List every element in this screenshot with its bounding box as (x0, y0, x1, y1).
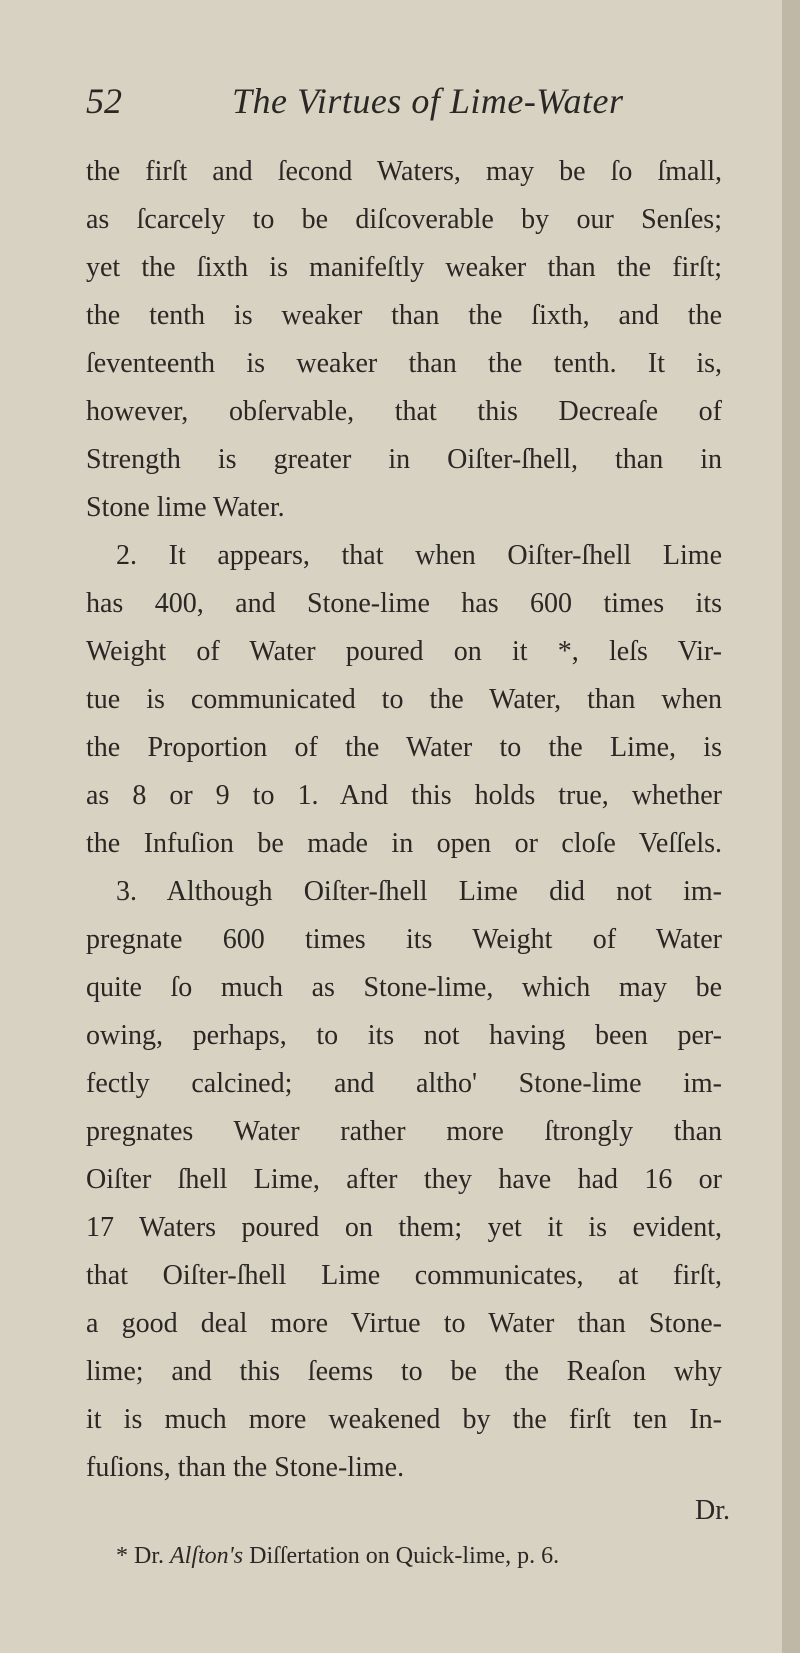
footnote-marker: * (116, 1543, 128, 1569)
text-line: it is much more weakened by the firſt ten In- (86, 1404, 722, 1435)
text-line: the tenth is weaker than the ſixth, and the (86, 300, 722, 331)
text-line: quite ſo much as Stone-lime, which may be (86, 972, 722, 1003)
text-line: a good deal more Virtue to Water than Stone- (86, 1308, 722, 1339)
text-line: fuſions, than the Stone-lime. (86, 1452, 405, 1483)
text-line: has 400, and Stone-lime has 600 times its (86, 588, 722, 619)
text-line: as 8 or 9 to 1. And this holds true, whether (86, 780, 722, 811)
running-title: The Virtues of Lime-Water (232, 81, 624, 121)
catchword: Dr. (695, 1495, 730, 1526)
text-line: Oiſter ſhell Lime, after they have had 16 or (86, 1164, 722, 1195)
paragraph-3-start: 3. Although Oiſter-ſhell Lime did not im- (116, 876, 722, 907)
text-line: lime; and this ſeems to be the Reaſon why (86, 1356, 722, 1387)
text-line: pregnate 600 times its Weight of Water (86, 924, 722, 955)
footnote-author: Alſton's (170, 1543, 244, 1569)
page-header (86, 80, 706, 130)
text-line: Stone lime Water. (86, 492, 285, 523)
text-line: owing, perhaps, to its not having been per- (86, 1020, 722, 1051)
text-line: the Infuſion be made in open or cloſe Veſſels. (86, 828, 722, 859)
footnote-citation: Diſſertation on Quick-lime, p. 6. (249, 1543, 560, 1569)
text-line: pregnates Water rather more ſtrongly than (86, 1116, 722, 1147)
text-line: fectly calcined; and altho' Stone-lime im- (86, 1068, 722, 1099)
footnote-prefix: Dr. (134, 1543, 164, 1569)
text-line: as ſcarcely to be diſcoverable by our Senſes; (86, 204, 722, 235)
page-edge (782, 0, 800, 1653)
footnote (116, 1543, 559, 1570)
text-line: tue is communicated to the Water, than when (86, 684, 722, 715)
text-line: that Oiſter-ſhell Lime communicates, at firſt, (86, 1260, 722, 1291)
text-line: Weight of Water poured on it *, leſs Vir- (86, 636, 722, 667)
paragraph-2-start: 2. It appears, that when Oiſter-ſhell Lime (116, 540, 722, 571)
text-line: ſeventeenth is weaker than the tenth. It is, (86, 348, 722, 379)
text-line: however, obſervable, that this Decreaſe of (86, 396, 722, 427)
text-line: yet the ſixth is manifeſtly weaker than the firſt; (86, 252, 722, 283)
body-text (86, 148, 722, 1492)
text-line: 17 Waters poured on them; yet it is evident, (86, 1212, 722, 1243)
text-line: the firſt and ſecond Waters, may be ſo ſmall, (86, 156, 722, 187)
text-line: Strength is greater in Oiſter-ſhell, than in (86, 444, 722, 475)
text-line: the Proportion of the Water to the Lime, is (86, 732, 722, 763)
page-number: 52 (86, 81, 122, 121)
